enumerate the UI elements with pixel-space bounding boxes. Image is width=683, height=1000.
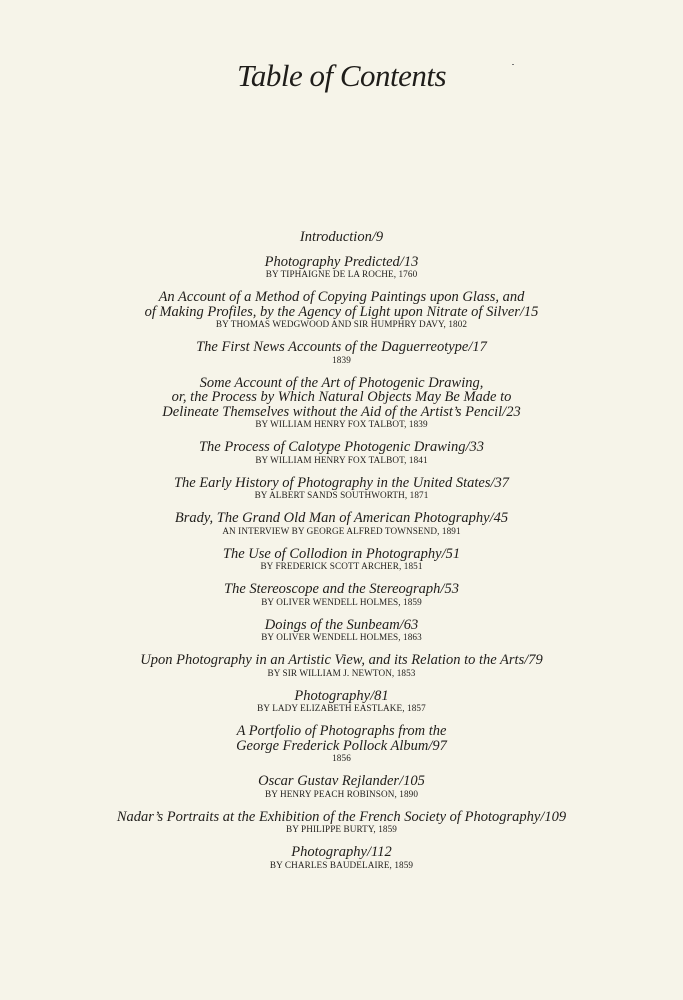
toc-entry-photography-eastlake xyxy=(40,689,643,715)
entry-byline: AN INTERVIEW BY GEORGE ALFRED TOWNSEND, 1891 xyxy=(222,525,461,536)
toc-entry-sunbeam xyxy=(40,618,643,644)
table-of-contents xyxy=(40,230,643,881)
toc-entry-pollock-album xyxy=(40,724,643,764)
entry-title-line: George Frederick Pollock Album/97 xyxy=(236,737,447,754)
entry-title-line: A Portfolio of Photographs from the xyxy=(236,723,447,739)
entry-byline: BY OLIVER WENDELL HOLMES, 1859 xyxy=(261,596,422,607)
toc-entry-photography-baudelaire xyxy=(40,845,643,871)
entry-byline: BY TIPHAIGNE DE LA ROCHE, 1760 xyxy=(265,269,418,279)
entry-byline: BY ALBERT SANDS SOUTHWORTH, 1871 xyxy=(254,490,429,500)
entry-title: The Early History of Photography in the United States/37 xyxy=(173,474,510,491)
entry-title-line: An Account of a Method of Copying Paintings upon Glass, and xyxy=(158,289,525,305)
toc-entry-artistic-view xyxy=(40,653,643,679)
entry-title: The Process of Calotype Photogenic Drawing/33 xyxy=(198,439,484,455)
entry-title: Brady, The Grand Old Man of American Photography/45 xyxy=(174,510,509,526)
entry-byline: 1856 xyxy=(332,753,351,763)
toc-entry-photography-predicted xyxy=(40,255,643,281)
entry-title: The Stereoscope and the Stereograph/53 xyxy=(224,581,459,597)
toc-entry-brady xyxy=(40,511,643,537)
entry-byline: BY THOMAS WEDGWOOD AND SIR HUMPHRY DAVY, 1802 xyxy=(215,319,468,329)
entry-title: Nadar’s Portraits at the Exhibition of the French Society of Photography/109 xyxy=(116,808,567,825)
entry-byline: BY SIR WILLIAM J. NEWTON, 1853 xyxy=(267,667,416,678)
entry-title: Photography/81 xyxy=(294,687,389,704)
entry-title-line: Some Account of the Art of Photogenic Drawing, xyxy=(199,374,484,391)
entry-byline: BY PHILIPPE BURTY, 1859 xyxy=(286,824,397,834)
entry-title: Doings of the Sunbeam/63 xyxy=(264,616,419,633)
entry-title: Upon Photography in an Artistic View, and its Relation to the Arts/79 xyxy=(140,652,543,668)
toc-entry-stereoscope xyxy=(40,582,643,608)
toc-entry-rejlander xyxy=(40,774,643,800)
entry-title: Introduction/9 xyxy=(299,229,384,245)
toc-entry-photogenic-drawing xyxy=(40,376,643,431)
toc-entry-daguerreotype-news xyxy=(40,340,643,366)
toc-entry-introduction xyxy=(40,230,643,245)
entry-byline: BY LADY ELIZABETH EASTLAKE, 1857 xyxy=(257,703,426,713)
entry-byline: BY WILLIAM HENRY FOX TALBOT, 1841 xyxy=(255,454,428,465)
entry-title-line: or, the Process by Which Natural Objects May Be Made to xyxy=(171,389,512,405)
entry-title: Oscar Gustav Rejlander/105 xyxy=(258,773,425,789)
entry-title: Photography/112 xyxy=(291,844,392,860)
entry-title: Photography Predicted/13 xyxy=(264,253,419,270)
speck-mark xyxy=(512,64,514,65)
toc-entry-collodion xyxy=(40,547,643,573)
entry-byline: 1839 xyxy=(332,354,351,365)
entry-byline: BY CHARLES BAUDELAIRE, 1859 xyxy=(269,859,414,870)
entry-title: The Use of Collodion in Photography/51 xyxy=(222,545,461,562)
entry-title-line: Delineate Themselves without the Aid of the Artist’s Pencil/23 xyxy=(162,403,521,420)
toc-entry-copying-paintings xyxy=(40,290,643,330)
entry-byline: BY FREDERICK SCOTT ARCHER, 1851 xyxy=(260,561,423,571)
toc-entry-early-history xyxy=(40,476,643,502)
entry-byline: BY WILLIAM HENRY FOX TALBOT, 1839 xyxy=(255,419,428,429)
entry-byline: BY OLIVER WENDELL HOLMES, 1863 xyxy=(261,632,422,642)
entry-title-line: of Making Profiles, by the Agency of Light upon Nitrate of Silver/15 xyxy=(144,303,539,320)
page-title: Table of Contents xyxy=(236,58,447,93)
toc-entry-calotype xyxy=(40,440,643,466)
entry-title: The First News Accounts of the Daguerreotype/17 xyxy=(196,339,487,355)
toc-entry-nadar xyxy=(40,810,643,836)
entry-byline: BY HENRY PEACH ROBINSON, 1890 xyxy=(264,788,419,799)
